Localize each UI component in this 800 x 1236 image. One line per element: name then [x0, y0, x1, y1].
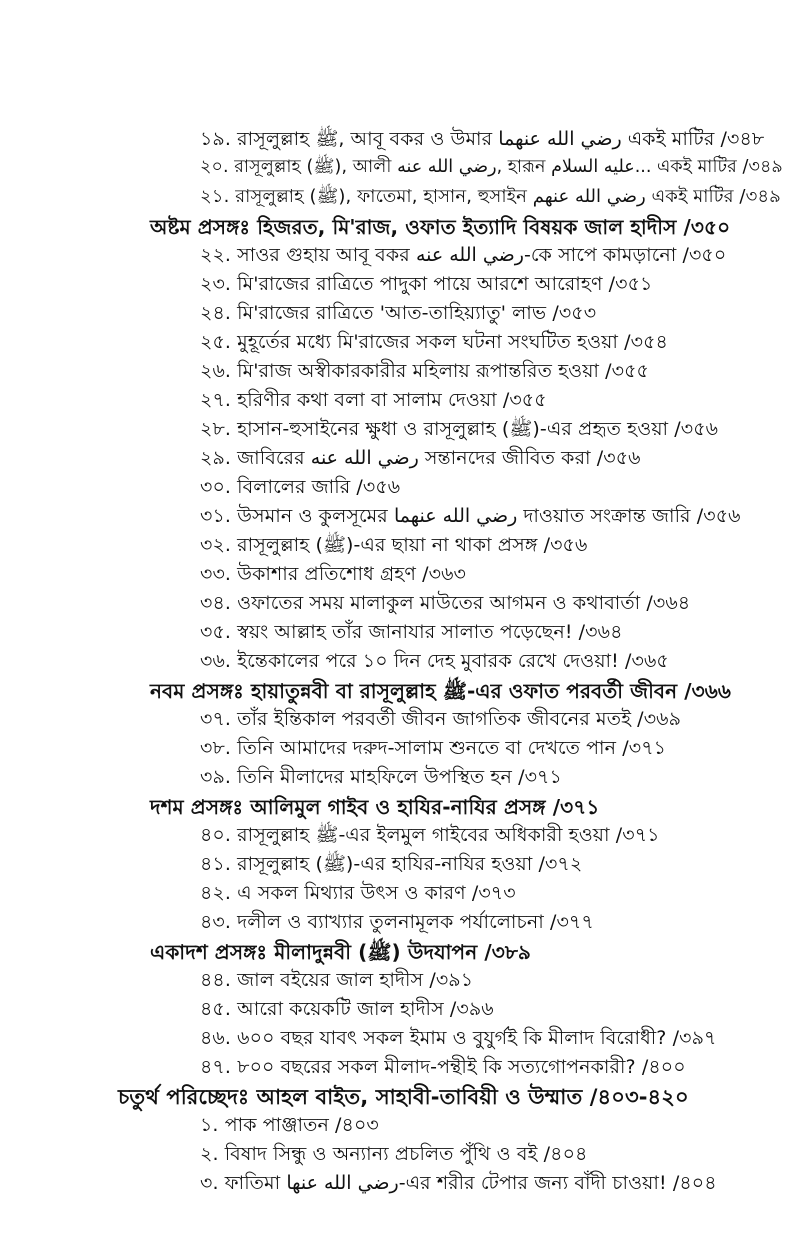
toc-entry: ৩৮. তিনি আমাদের দরুদ-সালাম শুনতে বা দেখতে পান /৩৭১: [200, 737, 667, 759]
toc-entry: ২৬. মি'রাজ অস্বীকারকারীর মহিলায় রূপান্তরিত হওয়া /৩৫৫: [200, 360, 649, 382]
toc-entry: ৪৭. ৮০০ বছরের সকল মীলাদ-পন্থীই কি সত্যগোপনকারী? /৪০০: [200, 1056, 686, 1078]
section-heading: একাদশ প্রসঙ্গঃ মীলাদুন্নবী (ﷺ) উদযাপন /৩৮৯: [150, 940, 531, 964]
toc-entry: ৩৯. তিনি মীলাদের মাহফিলে উপস্থিত হন /৩৭১: [200, 766, 562, 788]
toc-entry: ২৯. জাবিরের رضي الله عنه সন্তানদের জীবিত করা /৩৫৬: [200, 447, 641, 469]
chapter-heading: চতুর্থ পরিচ্ছেদঃ আহল বাইত, সাহাবী-তাবিয়ী ও উম্মাত /৪০৩-৪২০: [118, 1085, 689, 1109]
toc-entry: ১৯. রাসূলুল্লাহ ﷺ, আবূ বকর ও উমার رضي الله عنهما একই মাটির /৩৪৮: [200, 128, 765, 150]
section-heading: দশম প্রসঙ্গঃ আলিমুল গাইব ও হাযির-নাযির প্রসঙ্গ /৩৭১: [150, 795, 600, 819]
toc-entry: ২৪. মি'রাজের রাত্রিতে 'আত-তাহিয়্যাতু' লাভ /৩৫৩: [200, 302, 597, 324]
toc-entry: ৪৩. দলীল ও ব্যাখ্যার তুলনামূলক পর্যালোচনা /৩৭৭: [200, 911, 594, 933]
toc-entry: ১. পাক পাঞ্জাতন /৪০৩: [200, 1114, 379, 1136]
toc-entry: ২. বিষাদ সিন্ধু ও অন্যান্য প্রচলিত পুঁথি ও বই /৪০৪: [200, 1143, 588, 1165]
toc-entry: ৩৪. ওফাতের সময় মালাকুল মাউতের আগমন ও কথাবার্তা /৩৬৪: [200, 592, 691, 614]
toc-entry: ৩০. বিলালের জারি /৩৫৬: [200, 476, 401, 498]
toc-entry: ৪৬. ৬০০ বছর যাবৎ সকল ইমাম ও বুযুর্গই কি মীলাদ বিরোধী? /৩৯৭: [200, 1027, 717, 1049]
toc-entry: ৩৫. স্বয়ং আল্লাহ তাঁর জানাযার সালাত পড়েছেন! /৩৬৪: [200, 621, 623, 643]
toc-entry: ৩৬. ইন্তেকালের পরে ১০ দিন দেহ মুবারক রেখে দেওয়া! /৩৬৫: [200, 650, 669, 672]
toc-entry: ৩. ফাতিমা رضي الله عنها-এর শরীর টেপার জন্য বাঁদী চাওয়া! /৪০৪: [200, 1172, 717, 1194]
toc-entry: ২৫. মুহূর্তের মধ্যে মি'রাজের সকল ঘটনা সংঘটিত হওয়া /৩৫৪: [200, 331, 668, 353]
toc-entry: ৪৪. জাল বইয়ের জাল হাদীস /৩৯১: [200, 969, 474, 991]
toc-entry: ২৩. মি'রাজের রাত্রিতে পাদুকা পায়ে আরশে আরোহণ /৩৫১: [200, 273, 653, 295]
section-heading: অষ্টম প্রসঙ্গঃ হিজরত, মি'রাজ, ওফাত ইত্যাদি বিষয়ক জাল হাদীস /৩৫০: [150, 215, 731, 239]
toc-entry: ২৭. হরিণীর কথা বলা বা সালাম দেওয়া /৩৫৫: [200, 389, 547, 411]
section-heading: নবম প্রসঙ্গঃ হায়াতুন্নবী বা রাসূলুল্লাহ ﷺ-এর ওফাত পরবর্তী জীবন /৩৬৬: [150, 679, 731, 703]
toc-entry: ২১. রাসূলুল্লাহ (ﷺ), ফাতেমা, হাসান, হুসাইন رضي الله عنهم একই মাটির /৩৪৯: [200, 186, 781, 207]
toc-entry: ৪৫. আরো কয়েকটি জাল হাদীস /৩৯৬: [200, 998, 494, 1020]
toc-entry: ৩৭. তাঁর ইন্তিকাল পরবর্তী জীবন জাগতিক জীবনের মতই /৩৬৯: [200, 708, 682, 730]
toc-entry: ৩২. রাসূলুল্লাহ (ﷺ)-এর ছায়া না থাকা প্রসঙ্গ /৩৫৬: [200, 534, 588, 556]
toc-entry: ২৮. হাসান-হুসাইনের ক্ষুধা ও রাসূলুল্লাহ (ﷺ)-এর প্রহৃত হওয়া /৩৫৬: [200, 418, 719, 440]
toc-entry: ২০. রাসূলুল্লাহ (ﷺ), আলী رضي الله عنه, হারূন عليه السلام... একই মাটির /৩৪৯: [200, 157, 783, 177]
toc-entry: ২২. সাওর গুহায় আবূ বকর رضي الله عنه-কে সাপে কামড়ানো /৩৫০: [200, 244, 727, 266]
toc-entry: ৩৩. উকাশার প্রতিশোধ গ্রহণ /৩৬৩: [200, 563, 466, 585]
toc-entry: ৪০. রাসূলুল্লাহ ﷺ-এর ইলমুল গাইবের অধিকারী হওয়া /৩৭১: [200, 824, 660, 846]
toc-entry: ৪১. রাসূলুল্লাহ (ﷺ)-এর হাযির-নাযির হওয়া /৩৭২: [200, 853, 583, 875]
toc-entry: ৪২. এ সকল মিথ্যার উৎস ও কারণ /৩৭৩: [200, 882, 516, 904]
toc-entry: ৩১. উসমান ও কুলসূমের رضي الله عنهما দাওয়াত সংক্রান্ত জারি /৩৫৬: [200, 505, 741, 527]
